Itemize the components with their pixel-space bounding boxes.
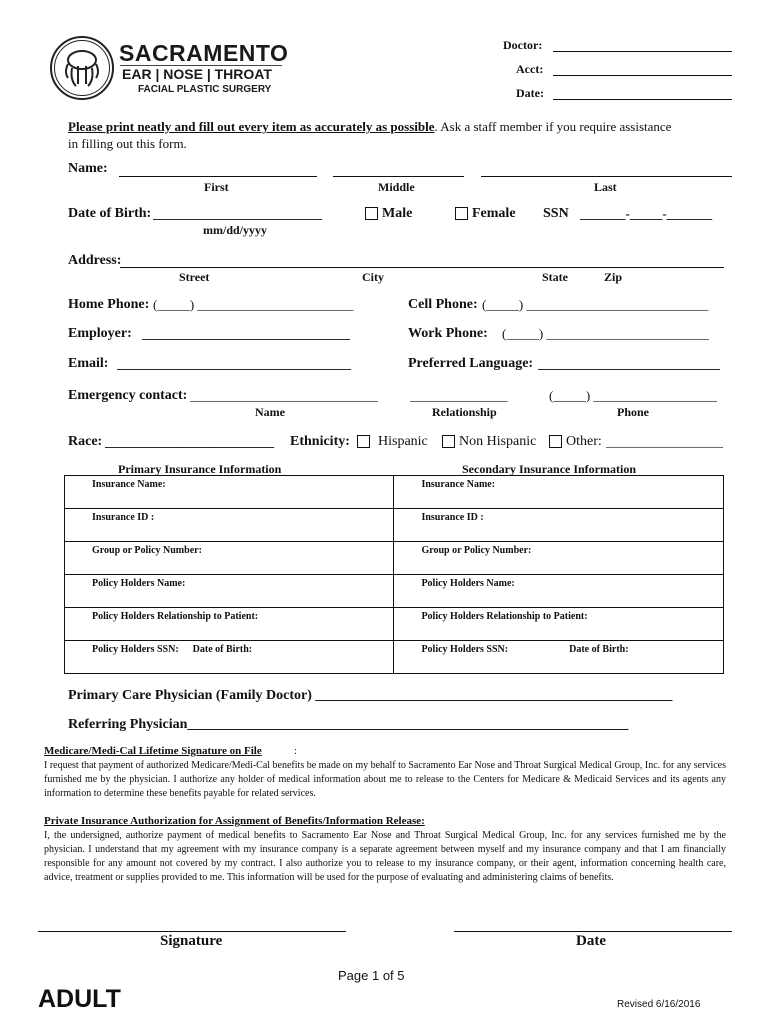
race-label: Race:	[68, 434, 103, 449]
ssn-label: SSN	[543, 206, 569, 221]
cell-label: Insurance ID :	[421, 512, 484, 523]
adult-label: ADULT	[38, 985, 121, 1013]
last-name-field[interactable]	[481, 176, 732, 177]
cell-label: Insurance Name:	[92, 479, 166, 490]
acct-field[interactable]	[553, 75, 732, 76]
secondary-holder-name-cell[interactable]	[394, 575, 724, 608]
table-row	[65, 608, 724, 641]
secondary-insurance-name-cell[interactable]	[394, 476, 724, 509]
cell-label: Policy Holders Name:	[421, 578, 515, 589]
table-row	[65, 641, 724, 674]
hispanic-label: Hispanic	[378, 434, 428, 449]
medicare-title-text: Medicare/Medi-Cal Lifetime Signature on File	[44, 745, 262, 757]
address-field[interactable]	[120, 267, 724, 268]
table-row	[65, 476, 724, 509]
cell-phone-label: Cell Phone:	[408, 297, 478, 312]
primary-group-number-cell[interactable]	[65, 542, 394, 575]
secondary-insurance-title: Secondary Insurance Information	[462, 462, 637, 476]
emergency-relationship-caption: Relationship	[432, 405, 497, 419]
cell-label: Policy Holders Relationship to Patient:	[421, 611, 588, 622]
primary-holder-ssn-cell[interactable]	[65, 641, 394, 674]
primary-insurance-name-cell[interactable]	[65, 476, 394, 509]
cell-label: Policy Holders Relationship to Patient:	[92, 611, 259, 622]
secondary-group-number-cell[interactable]	[394, 542, 724, 575]
medicare-text: I request that payment of authorized Medicare/Medi-Cal benefits be made on my behalf to Sacramento Ear Nose and Throat Surgical Medical Group, Inc. for any services furnished me by the physician. I authorize any holder of medical information about me to release to the Centers for Medicare & Medicaid Services and its agents any information to determine these benefits payable for related services.	[44, 760, 726, 799]
intro-rest: . Ask a staff member if you require assistance	[434, 119, 672, 134]
revised-date: Revised 6/16/2016	[617, 999, 701, 1010]
street-caption: Street	[179, 270, 210, 284]
middle-name-field[interactable]	[333, 176, 464, 177]
cell-label: Insurance Name:	[421, 479, 496, 490]
cell-label: Group or Policy Number:	[421, 545, 532, 556]
doctor-label: Doctor:	[503, 38, 543, 52]
emergency-phone-field[interactable]: (_____) ___________________	[549, 388, 717, 403]
emergency-phone-caption: Phone	[617, 405, 650, 419]
email-label: Email:	[68, 356, 109, 371]
cell-label: Policy Holders Name:	[92, 578, 186, 589]
pcp-field[interactable]: Primary Care Physician (Family Doctor) ___________________________________________________	[68, 688, 673, 703]
medicare-title-colon: :	[294, 745, 298, 757]
cell-label: Group or Policy Number:	[92, 545, 202, 556]
hispanic-checkbox[interactable]	[357, 435, 370, 448]
emergency-name-field[interactable]: _____________________________	[190, 388, 378, 403]
table-row	[65, 542, 724, 575]
acct-label: Acct:	[516, 62, 544, 76]
cell-phone-field[interactable]: (_____) ____________________________	[482, 297, 709, 312]
brand-subtitle: EAR | NOSE | THROAT	[122, 66, 272, 82]
address-label: Address:	[68, 253, 122, 268]
female-label: Female	[472, 206, 516, 221]
last-caption: Last	[594, 180, 617, 194]
secondary-holder-relationship-cell[interactable]	[394, 608, 724, 641]
non-hispanic-checkbox[interactable]	[442, 435, 455, 448]
name-label: Name:	[68, 161, 108, 176]
female-checkbox[interactable]	[455, 207, 468, 220]
first-name-field[interactable]	[119, 176, 317, 177]
intro-text	[68, 118, 728, 152]
work-phone-label: Work Phone:	[408, 326, 488, 341]
cell-label: Insurance ID :	[92, 512, 155, 523]
race-field[interactable]: __________________________	[105, 434, 274, 449]
middle-caption: Middle	[378, 180, 415, 194]
primary-insurance-id-cell[interactable]	[65, 509, 394, 542]
medicare-title	[44, 745, 262, 757]
logo-face-icon	[60, 46, 104, 90]
other-label: Other:	[566, 434, 602, 449]
male-checkbox[interactable]	[365, 207, 378, 220]
emergency-name-caption: Name	[255, 405, 285, 419]
brand-tagline: FACIAL PLASTIC SURGERY	[138, 84, 272, 95]
other-field[interactable]: __________________	[606, 434, 723, 449]
table-row	[65, 509, 724, 542]
primary-insurance-title: Primary Insurance Information	[118, 462, 282, 476]
insurance-table	[64, 475, 724, 674]
dob-label: Date of Birth:	[68, 206, 152, 221]
employer-label: Employer:	[68, 326, 132, 341]
page-number: Page 1 of 5	[338, 968, 405, 983]
cell-label: Date of Birth:	[569, 644, 629, 655]
cell-label: Policy Holders SSN:	[421, 644, 509, 655]
private-insurance-text: I, the undersigned, authorize payment of medical benefits to Sacramento Ear Nose and Throat Surgical Medical Group, Inc. for any services furnished me by the physician. I understand that my agreement with my insurance company is a separate agreement between myself and my insurance company and that I am financially responsible for any amount not covered by my contract. I also authorize you to release to my insurance company, or their agent, information concerning health care, advice, treatment or supplies provided to me. This information will be used for the purpose of evaluating and administering claims of benefits.	[44, 830, 726, 883]
signature-caption: Signature	[160, 933, 223, 949]
signature-field[interactable]	[38, 931, 346, 932]
work-phone-field[interactable]: (_____) _________________________	[502, 326, 709, 341]
emergency-label: Emergency contact:	[68, 388, 188, 403]
non-hispanic-label: Non Hispanic	[459, 434, 537, 449]
dob-format-hint: mm/dd/yyyy	[203, 223, 268, 237]
state-caption: State	[542, 270, 568, 284]
signature-date-field[interactable]	[454, 931, 732, 932]
secondary-insurance-id-cell[interactable]	[394, 509, 724, 542]
language-label: Preferred Language:	[408, 356, 534, 371]
date-field[interactable]	[553, 99, 732, 100]
signature-date-caption: Date	[576, 933, 606, 949]
primary-holder-name-cell[interactable]	[65, 575, 394, 608]
home-phone-label: Home Phone:	[68, 297, 150, 312]
male-label: Male	[382, 206, 413, 221]
table-row	[65, 575, 724, 608]
private-insurance-title: Private Insurance Authorization for Assignment of Benefits/Information Release:	[44, 815, 425, 827]
email-field[interactable]: ____________________________________	[117, 356, 351, 371]
language-field[interactable]: ____________________________	[538, 356, 720, 371]
secondary-holder-ssn-cell[interactable]	[394, 641, 724, 674]
doctor-field[interactable]	[553, 51, 732, 52]
city-caption: City	[362, 270, 384, 284]
cell-label: Date of Birth:	[192, 644, 253, 655]
cell-label: Policy Holders SSN:	[92, 644, 179, 655]
home-phone-field[interactable]: (_____) ________________________	[153, 297, 354, 312]
date-label: Date:	[516, 86, 544, 100]
intro-line2: in filling out this form.	[68, 136, 187, 151]
dob-field[interactable]: __________________________	[153, 206, 322, 221]
emergency-relationship-field[interactable]: _______________	[410, 388, 508, 403]
other-checkbox[interactable]	[549, 435, 562, 448]
zip-caption: Zip	[604, 270, 623, 284]
brand-name: SACRAMENTO	[119, 40, 289, 66]
referring-physician-field[interactable]: Referring Physician_______________________________________________________________	[68, 717, 629, 732]
primary-holder-relationship-cell[interactable]	[65, 608, 394, 641]
first-caption: First	[204, 180, 229, 194]
ethnicity-label: Ethnicity:	[290, 434, 350, 449]
employer-field[interactable]: ________________________________	[142, 326, 350, 341]
intro-emphasis: Please print neatly and fill out every item as accurately as possible	[68, 119, 435, 134]
ssn-field[interactable]: _______-_____-_______	[580, 206, 713, 221]
